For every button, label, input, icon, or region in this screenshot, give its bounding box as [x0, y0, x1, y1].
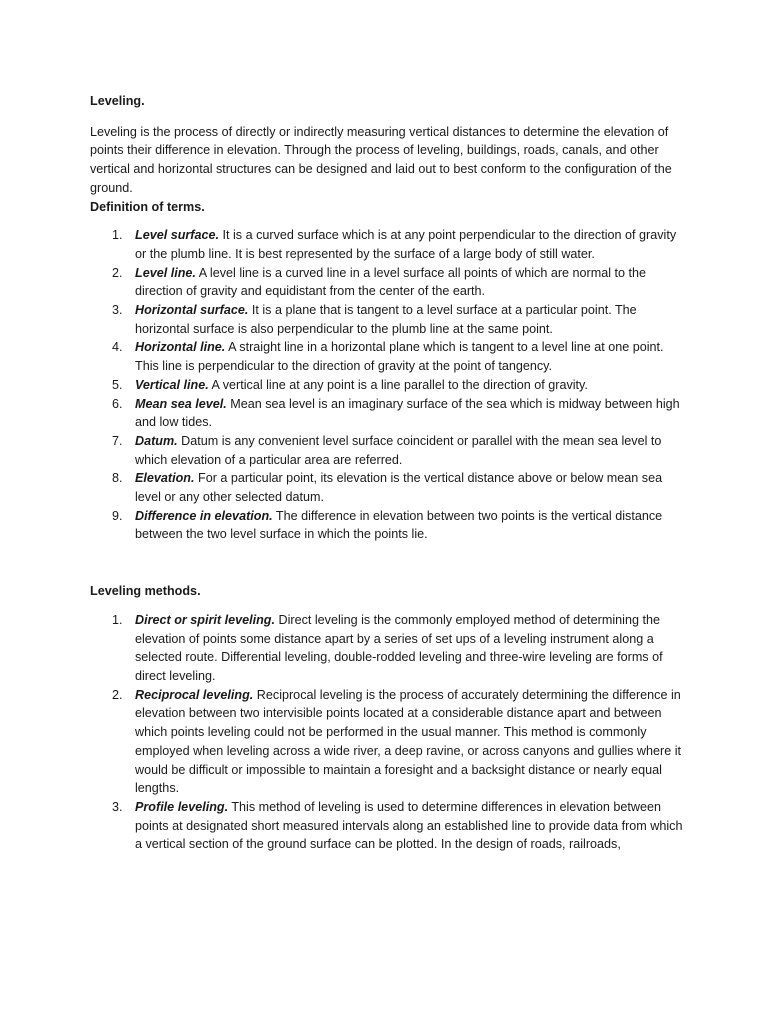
definition-text: A vertical line at any point is a line parallel to the direction of gravity. — [208, 377, 588, 392]
document-page — [90, 92, 690, 892]
term-label: Difference in elevation. — [135, 508, 273, 523]
method-item — [90, 798, 690, 854]
list-number: 2. — [112, 265, 123, 280]
definition-item — [90, 226, 690, 263]
list-number: 2. — [112, 687, 123, 702]
definitions-heading: Definition of terms. — [90, 199, 205, 214]
definition-item — [90, 376, 690, 395]
list-number: 9. — [112, 508, 123, 523]
definition-item — [90, 507, 690, 544]
definition-item — [90, 395, 690, 432]
methods-list — [90, 611, 690, 854]
definition-item — [90, 432, 690, 469]
method-text: Reciprocal leveling is the process of accurately determining the difference in elevation between two intervisible points located at a considerable distance apart and between which points leveling could not be performed in the usual manner. This method is commonly employed when leveling across a wide river, a deep ravine, or across canyons and gullies where it would be difficult or impossible to maintain a foresight and a backsight distance or nearly equal lengths. — [135, 687, 682, 796]
method-label: Direct or spirit leveling. — [135, 612, 275, 627]
method-item — [90, 686, 690, 798]
list-number: 7. — [112, 433, 123, 448]
term-label: Horizontal line. — [135, 340, 226, 355]
term-label: Vertical line. — [135, 377, 209, 392]
term-label: Mean sea level. — [135, 396, 227, 411]
page-title: Leveling. — [90, 94, 145, 108]
term-label: Level surface. — [135, 228, 220, 243]
term-label: Datum. — [135, 433, 178, 448]
definition-text: Mean sea level is an imaginary surface of the sea which is midway between high and low tides. — [135, 396, 680, 430]
list-number: 1. — [112, 228, 123, 243]
definition-text: A straight line in a horizontal plane which is tangent to a level line at one point. This line is perpendicular to the direction of gravity at the point of tangency. — [135, 340, 664, 374]
method-item — [90, 611, 690, 686]
definition-item — [90, 469, 690, 506]
definition-text: It is a curved surface which is at any point perpendicular to the direction of gravity or the plumb line. It is best represented by the surface of a large body of still water. — [135, 228, 677, 261]
definition-text: Datum is any convenient level surface coincident or parallel with the mean sea level to which elevation of a particular area are referred. — [135, 433, 662, 467]
definition-text: A level line is a curved line in a level surface all points of which are normal to the direction of gravity and equidistant from the center of the earth. — [135, 265, 647, 299]
term-label: Elevation. — [135, 471, 195, 486]
methods-heading: Leveling methods. — [90, 584, 201, 599]
definition-text: It is a plane that is tangent to a level surface at a particular point. The horizontal surface is also perpendicular to the plumb line at the same point. — [135, 303, 637, 336]
list-number: 6. — [112, 396, 123, 411]
intro-paragraph: Leveling is the process of directly or indirectly measuring vertical distances to determine the elevation of points their difference in elevation. Through the process of leveling, buildings, roads, canals, and other vertical and horizontal structures can be designed and laid out to best conform to the configuration of the ground. — [90, 124, 672, 195]
method-text: This method of leveling is used to determine differences in elevation between points at designated short measured intervals along an established line to provide data from which a vertical section of the ground surface can be plotted. In the design of roads, railroads, — [135, 799, 683, 852]
list-number: 3. — [112, 799, 123, 814]
method-label: Profile leveling. — [135, 799, 229, 814]
definition-item — [90, 338, 690, 375]
list-number: 3. — [112, 303, 123, 318]
list-number: 5. — [112, 377, 123, 392]
definition-item — [90, 264, 690, 301]
method-label: Reciprocal leveling. — [135, 687, 254, 702]
term-label: Level line. — [135, 265, 196, 280]
term-label: Horizontal surface. — [135, 303, 249, 318]
list-number: 8. — [112, 471, 123, 486]
definition-text: For a particular point, its elevation is the vertical distance above or below mean sea level or any other selected datum. — [135, 471, 663, 505]
method-text: Direct leveling is the commonly employed method of determining the elevation of points some distance apart by a series of set ups of a leveling instrument along a selected route. Differential leveling, double-rodded leveling and three-wire leveling are forms of direct leveling. — [135, 612, 663, 683]
list-number: 1. — [112, 612, 123, 627]
definition-item — [90, 301, 690, 338]
list-number: 4. — [112, 340, 123, 355]
definitions-list — [90, 226, 690, 544]
definition-text: The difference in elevation between two points is the vertical distance between the two level surface in which the points lie. — [135, 508, 663, 542]
